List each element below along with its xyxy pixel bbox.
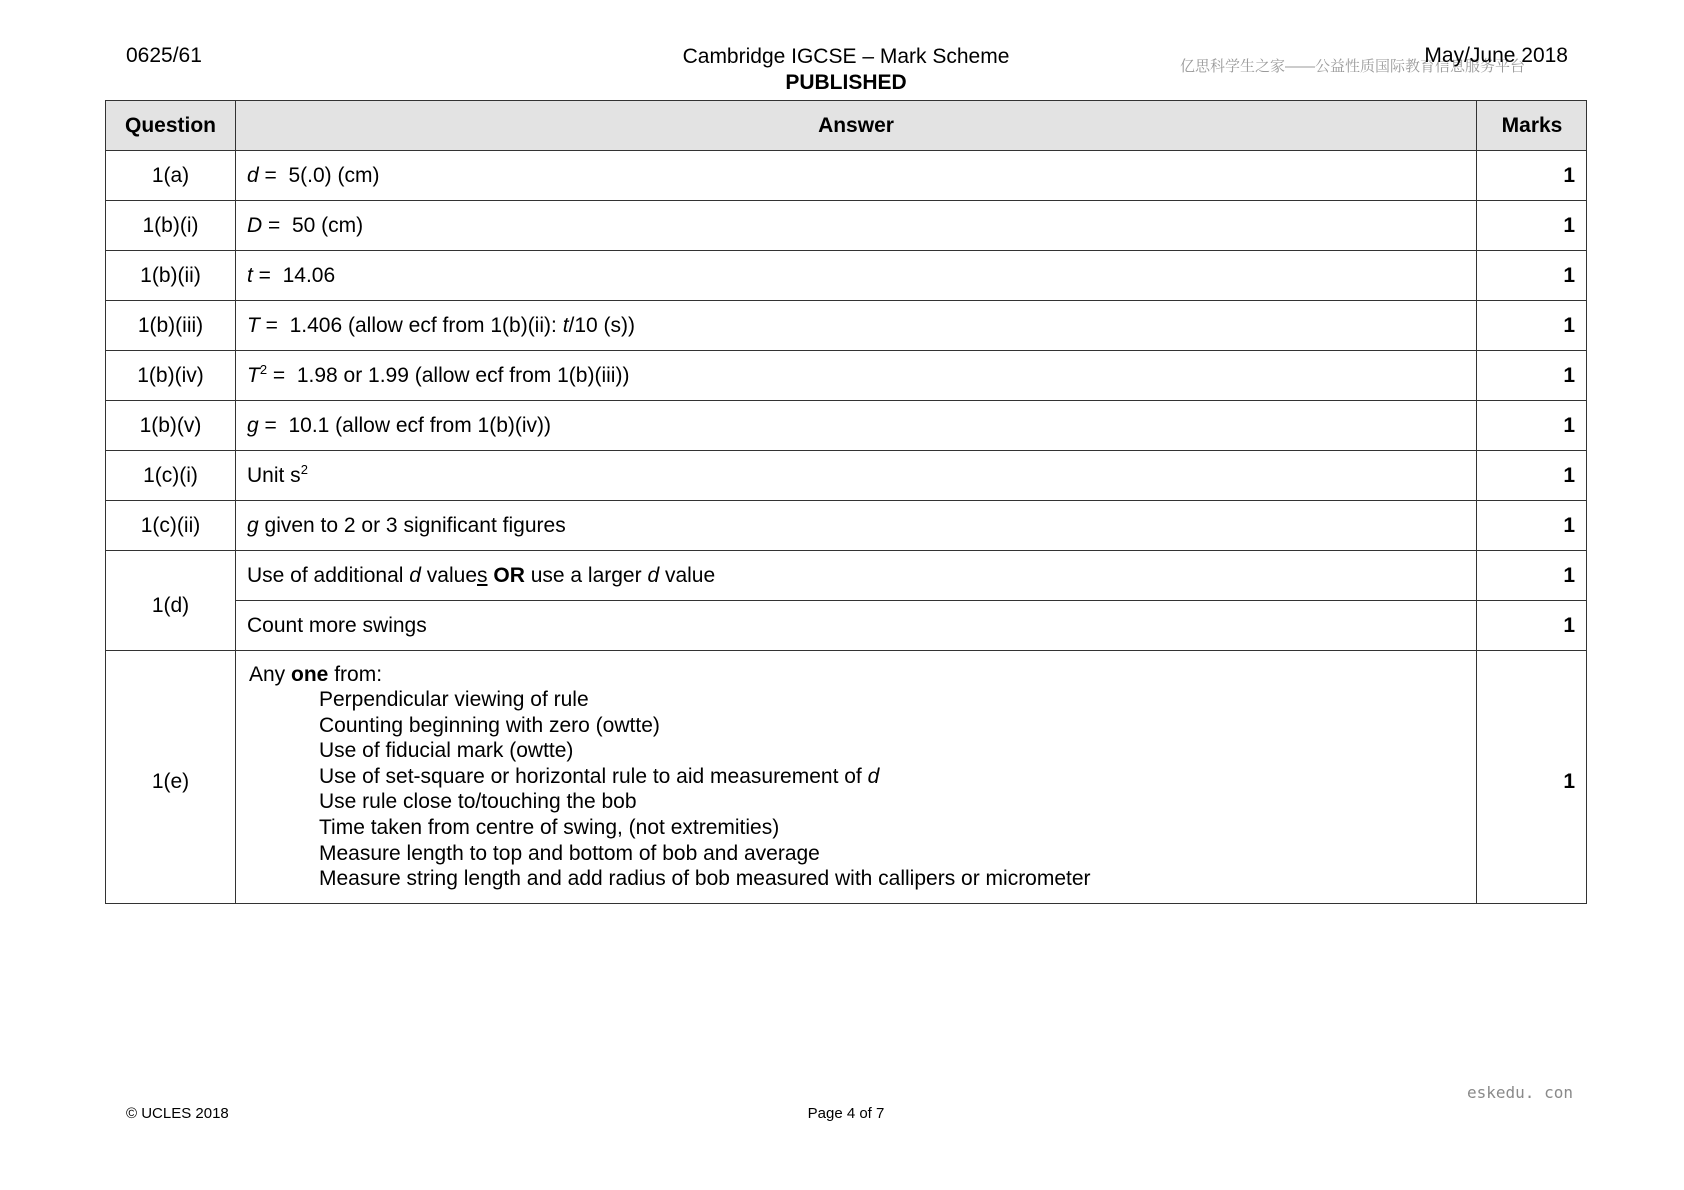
answer-cell bbox=[236, 251, 1477, 301]
list-item bbox=[319, 764, 1475, 790]
table-row bbox=[106, 601, 1587, 651]
variable: T bbox=[247, 313, 260, 337]
marks-cell: 1 bbox=[1477, 501, 1587, 551]
watermark-text: 亿思科学生之家——公益性质国际教育信息服务平台 bbox=[1180, 58, 1526, 75]
marks-cell: 1 bbox=[1477, 201, 1587, 251]
answer-text: use a larger bbox=[524, 563, 648, 587]
question-cell: 1(c)(i) bbox=[106, 451, 236, 501]
list-item: Time taken from centre of swing, (not extremities) bbox=[319, 815, 780, 839]
superscript: 2 bbox=[300, 461, 308, 477]
answer-cell bbox=[236, 301, 1477, 351]
table-row bbox=[106, 501, 1587, 551]
answer-cell bbox=[236, 201, 1477, 251]
column-header-answer: Answer bbox=[236, 101, 1477, 151]
superscript: 2 bbox=[259, 361, 268, 377]
marks-cell: 1 bbox=[1477, 251, 1587, 301]
variable: d bbox=[647, 563, 660, 587]
variable: t bbox=[247, 263, 253, 287]
list-item: Use rule close to/touching the bob bbox=[319, 790, 637, 814]
variable: d bbox=[247, 163, 259, 187]
mark-scheme-table bbox=[105, 100, 1587, 904]
answer-text: = 14.06 bbox=[252, 263, 336, 287]
marks-cell: 1 bbox=[1477, 401, 1587, 451]
variable: d bbox=[409, 563, 421, 587]
answer-text: value bbox=[659, 563, 716, 587]
variable: g bbox=[247, 513, 259, 537]
answer-text: Use of additional bbox=[247, 563, 410, 587]
table-row bbox=[106, 151, 1587, 201]
table-row bbox=[106, 301, 1587, 351]
marks-cell: 1 bbox=[1477, 151, 1587, 201]
table-row bbox=[106, 351, 1587, 401]
footer-watermark: eskedu. con bbox=[1467, 1083, 1573, 1102]
answer-text: = 50 (cm) bbox=[262, 213, 364, 237]
page-number: Page 4 of 7 bbox=[807, 1105, 885, 1122]
marks-cell: 1 bbox=[1477, 451, 1587, 501]
exam-session: May/June 2018 bbox=[1424, 44, 1568, 67]
answer-cell: Count more swings bbox=[236, 601, 1477, 651]
marks-cell: 1 bbox=[1477, 601, 1587, 651]
question-cell: 1(d) bbox=[106, 551, 236, 651]
answer-intro bbox=[249, 663, 1475, 687]
answer-options-list bbox=[319, 687, 1475, 892]
document-title: Cambridge IGCSE – Mark Scheme bbox=[682, 45, 1010, 68]
question-cell: 1(a) bbox=[106, 151, 236, 201]
answer-text: Any bbox=[249, 663, 292, 686]
marks-cell: 1 bbox=[1477, 301, 1587, 351]
answer-cell bbox=[236, 351, 1477, 401]
list-item: Perpendicular viewing of rule bbox=[319, 688, 589, 711]
answer-text: = 5(.0) (cm) bbox=[258, 163, 380, 187]
answer-cell bbox=[236, 151, 1477, 201]
question-cell: 1(c)(ii) bbox=[106, 501, 236, 551]
question-cell: 1(b)(v) bbox=[106, 401, 236, 451]
paper-code: 0625/61 bbox=[126, 44, 202, 67]
list-item: Use of fiducial mark (owtte) bbox=[319, 739, 574, 763]
question-cell: 1(b)(i) bbox=[106, 201, 236, 251]
publication-status: PUBLISHED bbox=[785, 71, 907, 94]
table-row bbox=[106, 201, 1587, 251]
answer-text: /10 (s)) bbox=[568, 313, 636, 337]
table-row bbox=[106, 451, 1587, 501]
list-item: Measure string length and add radius of bob measured with callipers or micrometer bbox=[319, 867, 1091, 891]
question-cell: 1(b)(iv) bbox=[106, 351, 236, 401]
question-cell: 1(b)(iii) bbox=[106, 301, 236, 351]
marks-cell: 1 bbox=[1477, 351, 1587, 401]
answer-text: value bbox=[420, 563, 478, 587]
answer-text: = 1.98 or 1.99 (allow ecf from 1(b)(iii)) bbox=[267, 363, 630, 387]
column-header-question: Question bbox=[106, 101, 236, 151]
copyright-notice: © UCLES 2018 bbox=[126, 1105, 229, 1122]
answer-cell bbox=[236, 401, 1477, 451]
underlined-text: s bbox=[477, 563, 488, 587]
bold-keyword: OR bbox=[493, 563, 525, 587]
table-row bbox=[106, 401, 1587, 451]
answer-text: Use of set-square or horizontal rule to aid measurement of bbox=[319, 764, 868, 788]
variable: T bbox=[247, 363, 260, 387]
bold-keyword: one bbox=[291, 663, 329, 686]
table-row bbox=[106, 551, 1587, 601]
question-cell: 1(e) bbox=[106, 651, 236, 904]
answer-cell bbox=[236, 651, 1477, 904]
variable: g bbox=[247, 413, 259, 437]
list-item: Counting beginning with zero (owtte) bbox=[319, 713, 660, 737]
table-row bbox=[106, 251, 1587, 301]
marks-cell: 1 bbox=[1477, 551, 1587, 601]
answer-cell bbox=[236, 551, 1477, 601]
answer-text: = 10.1 (allow ecf from 1(b)(iv)) bbox=[258, 413, 552, 437]
answer-text: given to 2 or 3 significant figures bbox=[258, 513, 566, 537]
marks-cell: 1 bbox=[1477, 651, 1587, 904]
variable: D bbox=[247, 213, 263, 237]
answer-cell bbox=[236, 451, 1477, 501]
table-header-row bbox=[106, 101, 1587, 151]
answer-text: Unit s bbox=[247, 463, 301, 487]
answer-cell bbox=[236, 501, 1477, 551]
document-header bbox=[550, 44, 1142, 96]
variable: d bbox=[867, 764, 880, 788]
answer-text: from: bbox=[328, 663, 383, 686]
question-cell: 1(b)(ii) bbox=[106, 251, 236, 301]
table-row bbox=[106, 651, 1587, 904]
column-header-marks: Marks bbox=[1477, 101, 1587, 151]
list-item: Measure length to top and bottom of bob and average bbox=[319, 841, 820, 865]
answer-text: = 1.406 (allow ecf from 1(b)(ii): bbox=[259, 313, 563, 337]
variable: t bbox=[562, 313, 569, 337]
